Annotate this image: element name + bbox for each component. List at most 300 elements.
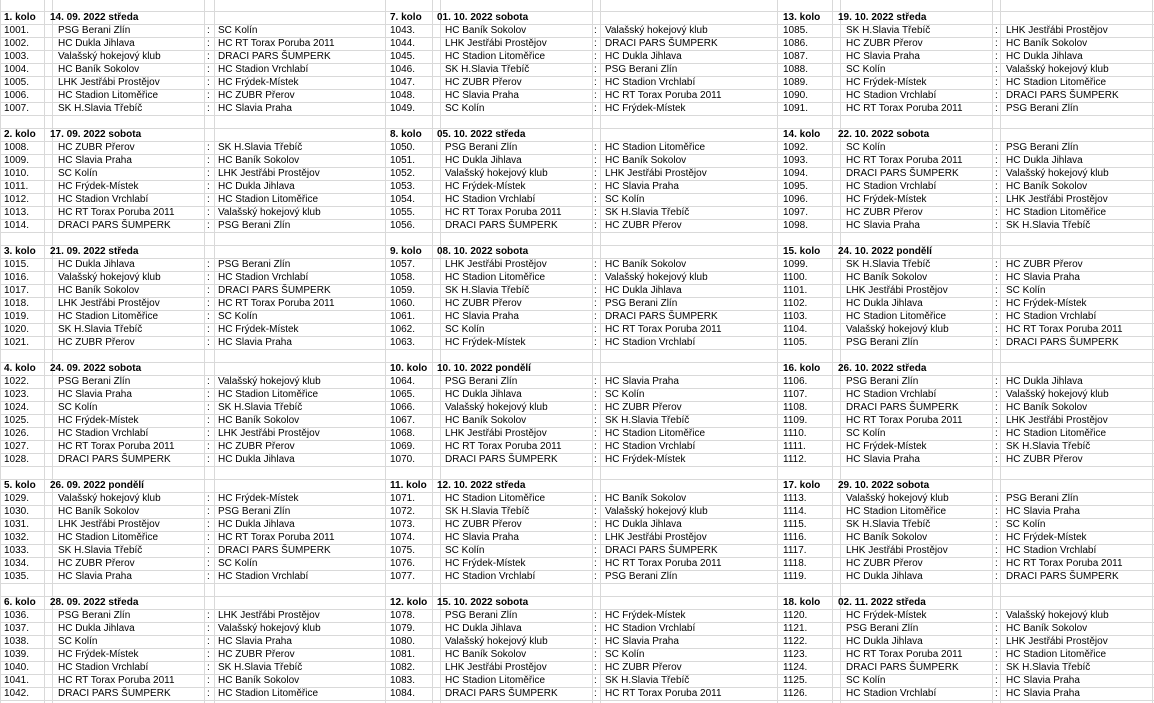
round-label: 12. kolo: [390, 597, 428, 608]
away-team: SK H.Slavia Třebíč: [605, 675, 690, 686]
match-number: 1066.: [390, 402, 416, 413]
match-number: 1079.: [390, 623, 416, 634]
match-separator: :: [207, 558, 210, 569]
gridline: [0, 0, 1, 703]
away-team: HC Frýdek-Místek: [1006, 298, 1087, 309]
round-date: 21. 09. 2022 středa: [50, 246, 139, 257]
gridline: [0, 362, 1154, 363]
home-team: Valašský hokejový klub: [445, 168, 548, 179]
home-team: HC RT Torax Poruba 2011: [846, 103, 963, 114]
home-team: SC Kolín: [445, 103, 485, 114]
home-team: HC Stadion Litoměřice: [58, 311, 159, 322]
match-separator: :: [995, 194, 998, 205]
away-team: HC ZUBR Přerov: [218, 441, 295, 452]
match-number: 1015.: [4, 259, 30, 270]
round-label: 15. kolo: [783, 246, 821, 257]
home-team: HC Stadion Litoměřice: [445, 675, 546, 686]
home-team: SC Kolín: [58, 402, 98, 413]
match-separator: :: [207, 389, 210, 400]
match-separator: :: [207, 103, 210, 114]
away-team: HC Stadion Vrchlabí: [605, 77, 696, 88]
match-number: 1082.: [390, 662, 416, 673]
match-number: 1100.: [783, 272, 808, 283]
match-number: 1097.: [783, 207, 809, 218]
gridline: [1152, 0, 1153, 703]
gridline: [0, 128, 1154, 129]
match-number: 1073.: [390, 519, 416, 530]
home-team: HC Stadion Vrchlabí: [445, 571, 536, 582]
match-number: 1121.: [783, 623, 808, 634]
home-team: HC Frýdek-Místek: [58, 649, 139, 660]
match-number: 1112.: [783, 454, 807, 465]
home-team: DRACI PARS ŠUMPERK: [846, 168, 959, 179]
away-team: HC Baník Sokolov: [218, 675, 300, 686]
gridline: [0, 596, 1154, 597]
match-number: 1095.: [783, 181, 809, 192]
gridline: [0, 414, 1154, 415]
home-team: SK H.Slavia Třebíč: [846, 519, 931, 530]
home-team: SK H.Slavia Třebíč: [58, 324, 143, 335]
gridline: [0, 700, 1154, 701]
match-number: 1055.: [390, 207, 416, 218]
gridline: [0, 349, 1154, 350]
match-separator: :: [995, 389, 998, 400]
match-separator: :: [594, 415, 597, 426]
home-team: HC RT Torax Poruba 2011: [846, 155, 963, 166]
away-team: HC Stadion Litoměřice: [218, 688, 319, 699]
away-team: HC Stadion Vrchlabí: [605, 623, 696, 634]
gridline: [0, 258, 1154, 259]
match-number: 1009.: [4, 155, 30, 166]
match-separator: :: [594, 64, 597, 75]
match-separator: :: [207, 545, 210, 556]
match-number: 1059.: [390, 285, 416, 296]
gridline: [0, 544, 1154, 545]
match-number: 1003.: [4, 51, 30, 62]
away-team: HC Slavia Praha: [605, 181, 679, 192]
home-team: HC Stadion Vrchlabí: [846, 389, 937, 400]
away-team: HC Dukla Jihlava: [1006, 376, 1083, 387]
away-team: HC Frýdek-Místek: [1006, 532, 1087, 543]
away-team: HC Slavia Praha: [1006, 675, 1080, 686]
home-team: HC ZUBR Přerov: [58, 558, 135, 569]
away-team: SK H.Slavia Třebíč: [1006, 220, 1091, 231]
match-number: 1049.: [390, 103, 416, 114]
home-team: SK H.Slavia Třebíč: [445, 506, 530, 517]
match-separator: :: [207, 454, 210, 465]
match-separator: :: [594, 38, 597, 49]
gridline: [0, 648, 1154, 649]
gridline: [832, 0, 833, 703]
match-number: 1040.: [4, 662, 30, 673]
match-number: 1074.: [390, 532, 416, 543]
away-team: HC Frýdek-Místek: [218, 77, 299, 88]
home-team: HC Baník Sokolov: [445, 415, 527, 426]
round-label: 2. kolo: [4, 129, 36, 140]
gridline: [1000, 0, 1001, 703]
away-team: HC Slavia Praha: [218, 636, 292, 647]
match-number: 1034.: [4, 558, 30, 569]
match-number: 1107.: [783, 389, 808, 400]
match-separator: :: [207, 376, 210, 387]
away-team: HC Baník Sokolov: [1006, 402, 1088, 413]
match-separator: :: [207, 298, 210, 309]
match-separator: :: [995, 545, 998, 556]
match-separator: :: [207, 571, 210, 582]
match-separator: :: [995, 272, 998, 283]
away-team: HC Stadion Vrchlabí: [218, 64, 309, 75]
away-team: HC RT Torax Poruba 2011: [218, 298, 335, 309]
match-number: 1033.: [4, 545, 30, 556]
match-separator: :: [995, 428, 998, 439]
gridline: [0, 518, 1154, 519]
match-separator: :: [594, 285, 597, 296]
home-team: PSG Berani Zlín: [58, 25, 131, 36]
away-team: DRACI PARS ŠUMPERK: [218, 285, 331, 296]
round-label: 3. kolo: [4, 246, 36, 257]
home-team: HC Stadion Vrchlabí: [58, 428, 149, 439]
home-team: PSG Berani Zlín: [445, 142, 518, 153]
away-team: HC Slavia Praha: [218, 103, 292, 114]
match-separator: :: [995, 571, 998, 582]
match-separator: :: [207, 181, 210, 192]
home-team: HC Frýdek-Místek: [445, 558, 526, 569]
match-separator: :: [995, 688, 998, 699]
home-team: LHK Jestřábi Prostějov: [445, 38, 547, 49]
gridline: [0, 661, 1154, 662]
away-team: PSG Berani Zlín: [605, 298, 678, 309]
home-team: SK H.Slavia Třebíč: [445, 285, 530, 296]
home-team: HC Stadion Litoměřice: [445, 272, 546, 283]
gridline: [0, 492, 1154, 493]
round-date: 08. 10. 2022 sobota: [437, 246, 529, 257]
match-separator: :: [594, 51, 597, 62]
home-team: HC Dukla Jihlava: [846, 571, 923, 582]
match-number: 1057.: [390, 259, 416, 270]
round-label: 4. kolo: [4, 363, 36, 374]
match-separator: :: [207, 38, 210, 49]
match-number: 1084.: [390, 688, 416, 699]
round-date: 10. 10. 2022 pondělí: [437, 363, 531, 374]
home-team: HC RT Torax Poruba 2011: [445, 207, 562, 218]
home-team: HC RT Torax Poruba 2011: [58, 207, 175, 218]
away-team: HC Baník Sokolov: [218, 415, 300, 426]
gridline: [0, 401, 1154, 402]
away-team: SK H.Slavia Třebíč: [605, 415, 690, 426]
match-separator: :: [594, 649, 597, 660]
home-team: HC Stadion Litoměřice: [58, 90, 159, 101]
match-separator: :: [594, 402, 597, 413]
away-team: SC Kolín: [218, 25, 258, 36]
home-team: HC Frýdek-Místek: [58, 415, 139, 426]
match-separator: :: [207, 337, 210, 348]
away-team: Valašský hokejový klub: [218, 623, 321, 634]
match-separator: :: [594, 454, 597, 465]
match-number: 1007.: [4, 103, 30, 114]
home-team: HC ZUBR Přerov: [846, 558, 923, 569]
match-separator: :: [594, 337, 597, 348]
match-number: 1110.: [783, 428, 807, 439]
match-separator: :: [995, 103, 998, 114]
away-team: DRACI PARS ŠUMPERK: [1006, 571, 1119, 582]
away-team: HC Dukla Jihlava: [605, 285, 682, 296]
home-team: HC ZUBR Přerov: [58, 337, 135, 348]
away-team: LHK Jestřábi Prostějov: [218, 168, 320, 179]
match-separator: :: [594, 142, 597, 153]
away-team: Valašský hokejový klub: [605, 506, 708, 517]
home-team: HC Baník Sokolov: [58, 506, 140, 517]
match-separator: :: [594, 376, 597, 387]
match-separator: :: [995, 376, 998, 387]
match-number: 1036.: [4, 610, 30, 621]
away-team: LHK Jestřábi Prostějov: [218, 610, 320, 621]
away-team: SC Kolín: [218, 558, 258, 569]
match-number: 1122.: [783, 636, 808, 647]
away-team: HC Stadion Vrchlabí: [605, 441, 696, 452]
match-number: 1037.: [4, 623, 30, 634]
away-team: Valašský hokejový klub: [1006, 168, 1109, 179]
away-team: Valašský hokejový klub: [218, 376, 321, 387]
match-number: 1043.: [390, 25, 416, 36]
home-team: Valašský hokejový klub: [58, 51, 161, 62]
match-number: 1062.: [390, 324, 416, 335]
match-number: 1102.: [783, 298, 808, 309]
away-team: HC Stadion Litoměřice: [1006, 428, 1107, 439]
home-team: DRACI PARS ŠUMPERK: [58, 220, 171, 231]
match-separator: :: [995, 77, 998, 88]
match-separator: :: [995, 311, 998, 322]
round-date: 24. 10. 2022 pondělí: [838, 246, 932, 257]
gridline: [0, 154, 1154, 155]
match-number: 1106.: [783, 376, 808, 387]
away-team: SK H.Slavia Třebíč: [1006, 662, 1091, 673]
gridline: [0, 622, 1154, 623]
home-team: Valašský hokejový klub: [58, 493, 161, 504]
away-team: HC Dukla Jihlava: [605, 519, 682, 530]
match-separator: :: [995, 532, 998, 543]
round-label: 1. kolo: [4, 12, 36, 23]
away-team: HC Slavia Praha: [605, 376, 679, 387]
match-separator: :: [594, 220, 597, 231]
round-label: 11. kolo: [390, 480, 427, 491]
home-team: HC Stadion Litoměřice: [846, 506, 947, 517]
match-separator: :: [207, 207, 210, 218]
away-team: LHK Jestřábi Prostějov: [1006, 636, 1108, 647]
match-separator: :: [594, 571, 597, 582]
match-separator: :: [207, 77, 210, 88]
home-team: HC Stadion Litoměřice: [58, 532, 159, 543]
match-separator: :: [594, 545, 597, 556]
away-team: HC RT Torax Poruba 2011: [1006, 324, 1123, 335]
home-team: LHK Jestřábi Prostějov: [58, 77, 160, 88]
away-team: Valašský hokejový klub: [1006, 64, 1109, 75]
gridline: [0, 141, 1154, 142]
match-separator: :: [207, 649, 210, 660]
match-separator: :: [594, 311, 597, 322]
match-separator: :: [207, 428, 210, 439]
gridline: [0, 583, 1154, 584]
home-team: HC Dukla Jihlava: [445, 623, 522, 634]
match-number: 1019.: [4, 311, 30, 322]
match-separator: :: [207, 675, 210, 686]
gridline: [214, 0, 215, 703]
away-team: DRACI PARS ŠUMPERK: [1006, 337, 1119, 348]
home-team: PSG Berani Zlín: [445, 376, 518, 387]
away-team: HC RT Torax Poruba 2011: [605, 90, 722, 101]
away-team: HC Stadion Litoměřice: [605, 142, 706, 153]
home-team: LHK Jestřábi Prostějov: [445, 662, 547, 673]
match-number: 1051.: [390, 155, 416, 166]
match-number: 1096.: [783, 194, 809, 205]
home-team: HC Dukla Jihlava: [58, 38, 135, 49]
match-separator: :: [207, 25, 210, 36]
match-separator: :: [594, 493, 597, 504]
match-number: 1080.: [390, 636, 416, 647]
match-number: 1012.: [4, 194, 30, 205]
away-team: DRACI PARS ŠUMPERK: [605, 545, 718, 556]
gridline: [992, 0, 993, 703]
match-separator: :: [594, 155, 597, 166]
home-team: Valašský hokejový klub: [445, 636, 548, 647]
match-separator: :: [207, 90, 210, 101]
match-number: 1075.: [390, 545, 416, 556]
away-team: HC Frýdek-Místek: [218, 493, 299, 504]
match-number: 1072.: [390, 506, 416, 517]
away-team: DRACI PARS ŠUMPERK: [1006, 90, 1119, 101]
gridline: [0, 63, 1154, 64]
away-team: HC Slavia Praha: [1006, 272, 1080, 283]
round-label: 7. kolo: [390, 12, 422, 23]
away-team: PSG Berani Zlín: [218, 506, 291, 517]
match-separator: :: [594, 519, 597, 530]
away-team: SC Kolín: [1006, 519, 1046, 530]
match-number: 1050.: [390, 142, 416, 153]
home-team: HC Dukla Jihlava: [445, 155, 522, 166]
away-team: PSG Berani Zlín: [1006, 493, 1079, 504]
home-team: HC RT Torax Poruba 2011: [445, 441, 562, 452]
match-separator: :: [207, 636, 210, 647]
match-separator: :: [995, 610, 998, 621]
match-number: 1111.: [783, 441, 806, 452]
match-separator: :: [995, 441, 998, 452]
match-number: 1108.: [783, 402, 808, 413]
round-label: 8. kolo: [390, 129, 422, 140]
match-separator: :: [207, 311, 210, 322]
gridline: [0, 24, 1154, 25]
away-team: HC RT Torax Poruba 2011: [218, 38, 335, 49]
match-separator: :: [207, 64, 210, 75]
away-team: LHK Jestřábi Prostějov: [605, 168, 707, 179]
match-separator: :: [207, 662, 210, 673]
match-number: 1083.: [390, 675, 416, 686]
match-separator: :: [594, 77, 597, 88]
match-separator: :: [207, 532, 210, 543]
home-team: HC Slavia Praha: [846, 454, 920, 465]
match-separator: :: [995, 51, 998, 62]
away-team: DRACI PARS ŠUMPERK: [605, 311, 718, 322]
home-team: SC Kolín: [58, 636, 98, 647]
match-separator: :: [207, 441, 210, 452]
away-team: HC Stadion Litoměřice: [1006, 207, 1107, 218]
match-number: 1105.: [783, 337, 808, 348]
match-separator: :: [207, 623, 210, 634]
away-team: LHK Jestřábi Prostějov: [605, 532, 707, 543]
match-number: 1091.: [783, 103, 809, 114]
gridline: [0, 479, 1154, 480]
away-team: SC Kolín: [1006, 285, 1046, 296]
round-date: 01. 10. 2022 sobota: [437, 12, 529, 23]
match-separator: :: [995, 90, 998, 101]
away-team: DRACI PARS ŠUMPERK: [218, 51, 331, 62]
gridline: [44, 0, 45, 703]
round-label: 9. kolo: [390, 246, 422, 257]
match-separator: :: [995, 649, 998, 660]
away-team: HC Baník Sokolov: [1006, 181, 1088, 192]
match-separator: :: [207, 493, 210, 504]
away-team: DRACI PARS ŠUMPERK: [605, 38, 718, 49]
home-team: DRACI PARS ŠUMPERK: [846, 402, 959, 413]
home-team: SC Kolín: [846, 675, 886, 686]
home-team: SK H.Slavia Třebíč: [58, 103, 143, 114]
match-separator: :: [594, 636, 597, 647]
match-number: 1026.: [4, 428, 30, 439]
match-number: 1017.: [4, 285, 30, 296]
match-separator: :: [207, 259, 210, 270]
round-label: 16. kolo: [783, 363, 821, 374]
match-number: 1056.: [390, 220, 416, 231]
match-separator: :: [995, 662, 998, 673]
match-number: 1119.: [783, 571, 807, 582]
match-separator: :: [995, 675, 998, 686]
away-team: HC Stadion Vrchlabí: [218, 571, 309, 582]
gridline: [0, 427, 1154, 428]
home-team: PSG Berani Zlín: [58, 610, 131, 621]
match-number: 1020.: [4, 324, 30, 335]
match-separator: :: [594, 272, 597, 283]
gridline: [0, 76, 1154, 77]
away-team: HC Stadion Vrchlabí: [605, 337, 696, 348]
match-number: 1054.: [390, 194, 416, 205]
round-label: 10. kolo: [390, 363, 428, 374]
match-number: 1028.: [4, 454, 30, 465]
away-team: PSG Berani Zlín: [218, 220, 291, 231]
home-team: DRACI PARS ŠUMPERK: [445, 220, 558, 231]
away-team: HC ZUBR Přerov: [218, 90, 295, 101]
match-separator: :: [594, 532, 597, 543]
home-team: HC Stadion Vrchlabí: [58, 194, 149, 205]
match-separator: :: [995, 636, 998, 647]
match-separator: :: [995, 415, 998, 426]
match-separator: :: [207, 155, 210, 166]
away-team: SC Kolín: [605, 389, 645, 400]
away-team: PSG Berani Zlín: [605, 64, 678, 75]
away-team: LHK Jestřábi Prostějov: [1006, 415, 1108, 426]
home-team: SK H.Slavia Třebíč: [846, 259, 931, 270]
match-separator: :: [594, 558, 597, 569]
home-team: HC Baník Sokolov: [58, 285, 140, 296]
away-team: HC RT Torax Poruba 2011: [605, 558, 722, 569]
match-separator: :: [207, 272, 210, 283]
away-team: HC Dukla Jihlava: [1006, 51, 1083, 62]
home-team: HC Stadion Vrchlabí: [445, 194, 536, 205]
match-separator: :: [594, 103, 597, 114]
away-team: HC RT Torax Poruba 2011: [218, 532, 335, 543]
match-number: 1070.: [390, 454, 416, 465]
away-team: HC Slavia Praha: [605, 636, 679, 647]
gridline: [0, 89, 1154, 90]
match-number: 1045.: [390, 51, 416, 62]
home-team: HC Frýdek-Místek: [846, 194, 927, 205]
